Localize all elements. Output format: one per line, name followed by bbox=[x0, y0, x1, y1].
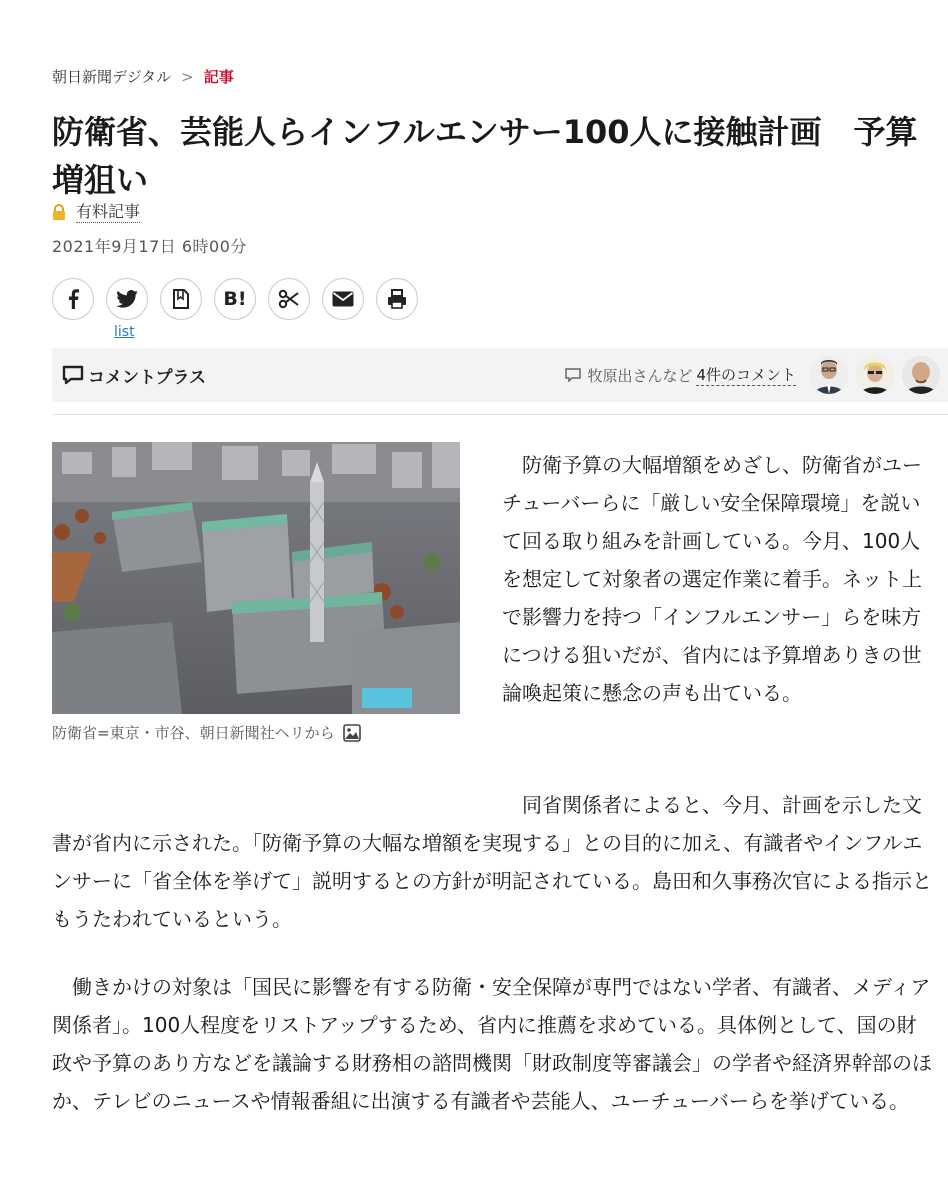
breadcrumb-current[interactable]: 記事 bbox=[203, 68, 234, 86]
page-title: 防衛省、芸能人らインフルエンサー100人に接触計画 予算増狙い bbox=[52, 113, 918, 199]
photo-caption-text: 防衛省=東京・市谷、朝日新聞社ヘリから bbox=[52, 724, 335, 742]
body-paragraph-2 bbox=[52, 786, 932, 938]
body-paragraph-3 bbox=[52, 968, 932, 1120]
avatar[interactable] bbox=[810, 356, 848, 394]
facebook-share-button[interactable] bbox=[52, 278, 94, 320]
hatena-bookmark-icon: B! bbox=[223, 288, 247, 310]
commenter-text: 牧原出さんなど bbox=[587, 366, 693, 385]
twitter-share-button[interactable] bbox=[106, 278, 148, 320]
print-icon bbox=[387, 289, 407, 309]
comment-bubble-icon bbox=[62, 365, 84, 385]
avatar[interactable] bbox=[902, 356, 940, 394]
avatar-portrait-1 bbox=[810, 356, 848, 394]
facebook-icon bbox=[67, 289, 79, 309]
body-paragraph-2-text: 同省関係者によると、今月、計画を示した文書が省内に示された。「防衛予算の大幅な増額を実現する」との目的に加え、有識者やインフルエンサーに「省全体を挙げて」説明するとの方針が明記されている。島田和久事務次官による指示ともうたわれているという。 bbox=[52, 793, 932, 931]
avatar-portrait-2 bbox=[856, 356, 894, 394]
paid-article-badge bbox=[52, 200, 140, 224]
paid-article-label[interactable]: 有料記事 bbox=[76, 201, 141, 221]
hatena-bookmark-button[interactable] bbox=[214, 278, 256, 320]
photo-caption bbox=[52, 722, 361, 743]
mail-share-button[interactable] bbox=[322, 278, 364, 320]
bookmark-share-button[interactable] bbox=[160, 278, 202, 320]
breadcrumb-site-link[interactable]: 朝日新聞デジタル bbox=[52, 68, 172, 86]
comment-count-link[interactable]: 4件のコメント bbox=[696, 366, 796, 384]
twitter-icon bbox=[116, 290, 138, 308]
aerial-photo-ministry-of-defense bbox=[52, 442, 460, 714]
body-paragraph-3-text: 働きかけの対象は「国民に影響を有する防衛・安全保障が専門ではない学者、有識者、メディア関係者」。100人程度をリストアップするため、省内に推薦を求めている。具体例として、国の財政や予算のあり方などを議論する財務相の諮問機関「財政制度等審議会」の学者や経済界幹部のほか、テレビのニュースや情報番組に出演する有識者や芸能人、ユーチューバーらを挙げている。 bbox=[52, 975, 932, 1113]
scissors-icon bbox=[278, 289, 300, 309]
body-paragraph-1-text: 防衛予算の大幅増額をめざし、防衛省がユーチューバーらに「厳しい安全保障環境」を説いて回る取り組みを計画している。今月、100人を想定して対象者の選定作業に着手。ネット上で影響力を持つ「インフルエンサー」らを味方につける狙いだが、省内には予算増ありきの世論喚起策に懸念の声も出ている。 bbox=[502, 453, 922, 705]
share-list-link[interactable]: list bbox=[114, 324, 135, 340]
comment-plus-bar[interactable] bbox=[52, 348, 948, 402]
avatar-portrait-3 bbox=[902, 356, 940, 394]
section-divider bbox=[52, 414, 948, 415]
article-photo[interactable] bbox=[52, 442, 460, 714]
publish-date: 2021年9月17日 6時00分 bbox=[52, 237, 247, 256]
comment-plus-title: コメントプラス bbox=[88, 367, 206, 388]
clip-button[interactable] bbox=[268, 278, 310, 320]
print-button[interactable] bbox=[376, 278, 418, 320]
breadcrumb-separator: > bbox=[181, 68, 194, 86]
body-paragraph-1 bbox=[502, 446, 932, 712]
lock-icon bbox=[52, 204, 66, 220]
avatar[interactable] bbox=[856, 356, 894, 394]
bookmark-icon bbox=[172, 289, 190, 309]
mail-icon bbox=[332, 291, 354, 307]
breadcrumb bbox=[52, 66, 234, 87]
comment-small-icon bbox=[565, 368, 581, 382]
share-buttons bbox=[52, 278, 418, 320]
image-gallery-icon[interactable] bbox=[343, 724, 361, 742]
